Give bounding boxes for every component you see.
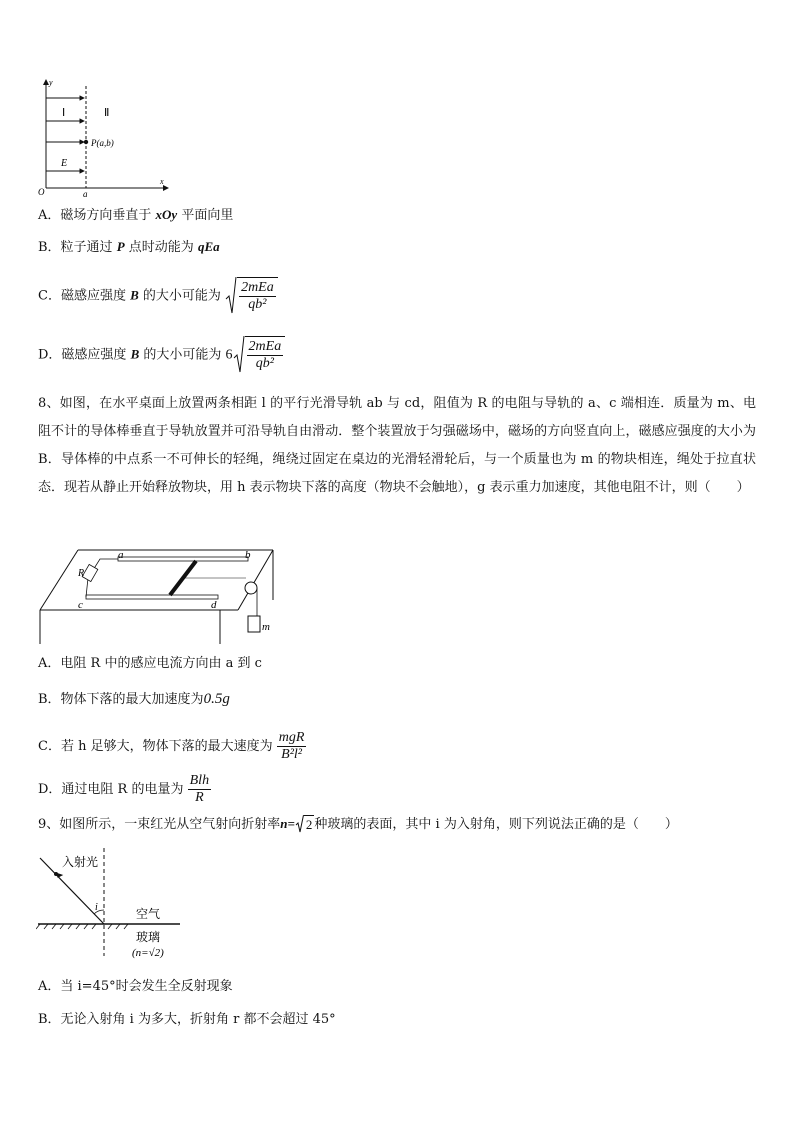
label-m: m xyxy=(262,621,270,633)
label-b: b xyxy=(245,549,251,561)
label-r: R xyxy=(78,568,85,579)
glass-label: 玻璃 xyxy=(136,930,161,944)
origin-label: O xyxy=(38,187,45,197)
q8-option-c: C．若 h 足够大，物体下落的最大速度为 $\frac{\text{mgR}}{\text{B²l²}}$ xyxy=(38,730,305,762)
q8-stem: 8、如图，在水平桌面上放置两条相距 l 的平行光滑导轨 ab 与 cd，阻值为 R 的电阻与导轨的 a、c 端相连．质量为 m、电阻不计的导体棒垂直于导轨放置并可沿导轨自由滑动．整个装置放于匀强磁场中，磁场的方向竖直向上，磁感应强度的大小为 B．导体棒的中点系一不可伸长的轻绳，绳绕过固定在桌边的光滑轻滑轮后，与一个质量也为 m 的物块相连，绳处于拉直状态．现若从静止开始释放物块，用 h 表示物块下落的高度（物块不会触地），g 表示重力加速度，其他电阻不计，则（ ） xyxy=(38,396,756,495)
x-label: x xyxy=(160,177,164,186)
label-a: a xyxy=(118,549,124,561)
rail-apparatus-diagram xyxy=(38,548,278,648)
q9-option-a: A．当 i=45°时会发生全反射现象 xyxy=(38,979,233,994)
resistor xyxy=(82,564,98,581)
rail-cd xyxy=(86,595,218,599)
q7-option-c: C．磁感应强度 B 的大小可能为 $\frac{\text{2mEa}}{\text{qb²}}$ xyxy=(38,277,278,315)
label-c: c xyxy=(78,599,83,611)
q7-option-b: B．粒子通过 P 点时动能为 qEa xyxy=(38,239,220,255)
fraction: $\frac{\text{mgR}}{\text{B²l²}}$ xyxy=(278,730,305,762)
q8-option-d: D．通过电阻 R 的电量为 $\frac{\text{Blh}}{R}$ xyxy=(38,773,210,805)
field-region-diagram xyxy=(36,76,176,198)
region-2-label: Ⅱ xyxy=(104,107,110,119)
label-d: d xyxy=(211,599,217,611)
y-label: y xyxy=(49,78,53,87)
fraction: $\frac{\text{Blh}}{R}$ xyxy=(189,773,210,805)
region-1-label: Ⅰ xyxy=(62,107,66,119)
q9-option-b: B．无论入射角 i 为多大，折射角 r 都不会超过 45° xyxy=(38,1012,336,1027)
q8-option-b: B．物体下落的最大加速度为0.5g xyxy=(38,691,230,707)
a-label: a xyxy=(83,189,88,198)
refraction-diagram xyxy=(36,846,186,964)
q7-option-d: D．磁感应强度 B 的大小可能为 6 $\frac{\text{2mEa}}{\text{qb²}}$ xyxy=(38,336,285,374)
point-p-label: P(a,b) xyxy=(91,138,114,148)
sqrt-expression: $\frac{\text{2mEa}}{\text{qb²}}$ xyxy=(233,336,286,374)
angle-i-label: i xyxy=(95,902,98,913)
block-m xyxy=(248,616,260,632)
incident-ray-label: 入射光 xyxy=(62,855,99,869)
q8-option-a: A．电阻 R 中的感应电流方向由 a 到 c xyxy=(38,656,262,671)
index-label: (n=√2) xyxy=(132,947,164,959)
rail-ab xyxy=(118,557,248,561)
point-p xyxy=(84,140,88,144)
air-label: 空气 xyxy=(136,907,161,921)
sqrt-expression: $\frac{\text{2mEa}}{\text{qb²}}$ xyxy=(225,277,278,315)
pulley xyxy=(245,582,257,594)
q9-stem: 9、如图所示，一束红光从空气射向折射率n= 2 种玻璃的表面，其中 i 为入射角，则下列说法正确的是（ ） xyxy=(38,816,678,832)
q7-option-a: A．磁场方向垂直于 xOy 平面向里 xyxy=(38,207,234,223)
field-label: E xyxy=(61,158,68,169)
sqrt-2: 2 xyxy=(295,815,315,834)
